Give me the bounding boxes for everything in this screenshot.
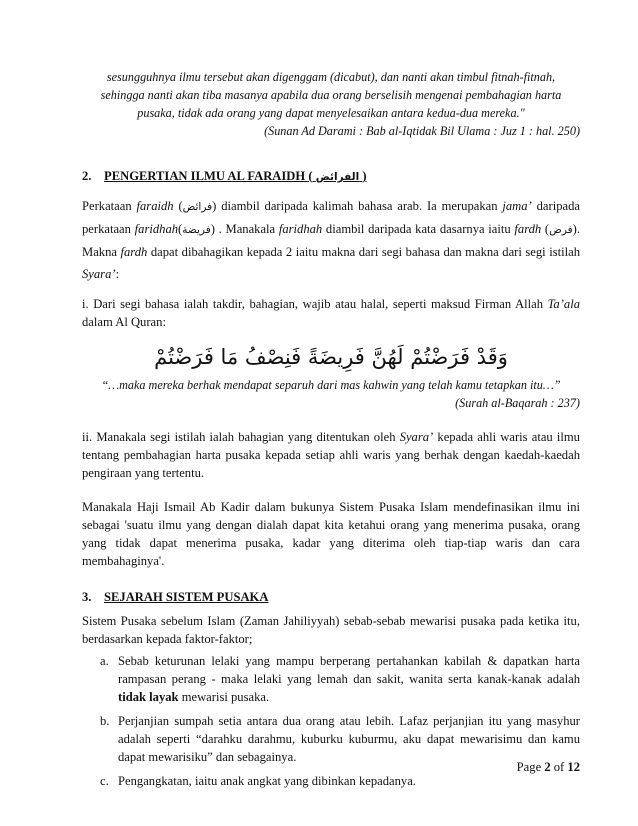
list-marker: a. [100,654,109,668]
quote-line: pusaka, tidak ada orang yang dapat menyelesaikan antara kedua-dua mereka." [137,106,525,120]
section-heading [82,588,580,606]
verse-source: (Surah al-Baqarah : 237) [455,396,580,410]
paragraph-istilah: ii. Manakala segi istilah ialah bahagian yang ditentukan oleh Syara’ kepada ahli waris atau ilmu tentang pembahagian harta pusaka kepada setiap ahli waris yang berhak dengan kaedah-kaedah pengiraan yang tertentu. [82,430,580,480]
quote-source: (Sunan Ad Darami : Bab al-Iqtidak Bil Ulama : Juz 1 : hal. 250) [264,124,580,138]
list-item: c. Pengangkatan, iaitu anak angkat yang dibinkan kepadanya. [100,774,416,788]
arabic-term: فريضة [182,224,211,236]
paragraph-definition: Perkataan faraidh (فرائض) diambil daripada kalimah bahasa arab. Ia merupakan jama’ daripada perkataan faridhah(فريضة) . Manakala faridhah diambil daripada kata dasarnya iaitu fardh (فرض). Makna fardh dapat dibahagikan kepada 2 iaitu makna dari segi bahasa dan makna dari segi istilah Syara’: [82,199,581,281]
arabic-term: الفرائض [315,171,360,183]
section-heading [82,167,580,186]
section-title: PENGERTIAN ILMU AL FARAIDH ( الفرائض ) [104,169,367,183]
list-marker: b. [100,714,110,728]
paragraph-bahasa: i. Dari segi bahasa ialah takdir, bahagian, wajib atau halal, seperti maksud Firman Allah Ta’ala dalam Al Quran: [82,297,580,329]
list-item: b. Perjanjian sumpah setia antara dua orang atau lebih. Lafaz perjanjian itu yang masyhur adalah seperti “darahku darahmu, kuburku kuburmu, aku dapat mewarisimu dan kamu dapat mewarisiku” dan sebagainya. [100,714,580,764]
quran-verse: وَقَدْ فَرَضْتُمْ لَهُنَّ فَرِيضَةً فَنِصْفُ مَا فَرَضْتُمْ [154,345,508,369]
paragraph-haji-ismail: Manakala Haji Ismail Ab Kadir dalam bukunya Sistem Pusaka Islam mendefinasikan ilmu ini sebagai 'suatu ilmu yang dengan dialah dapat kita ketahui orang yang menerima pusaka, orang yang tidak dapat menerima pusaka, kadar yang diterima oleh tiap-tiap waris dan cara membahaginya'. [82,500,580,568]
verse-translation: “…maka mereka berhak mendapat separuh dari mas kahwin yang telah kamu tetapkan itu…” [101,378,561,392]
list-item: a. Sebab keturunan lelaki yang mampu berperang pertahankan kabilah & dapatkan harta rampasan perang - maka lelaki yang lemah dan sakit, wanita serta kanak-kanak adalah tidak layak mewarisi pusaka. [100,654,580,704]
paragraph-intro: Sistem Pusaka sebelum Islam (Zaman Jahiliyyah) sebab-sebab mewarisi pusaka pada ketika itu, berdasarkan kepada faktor-faktor; [82,614,580,646]
section-number: 2. [82,169,92,183]
arabic-term: فرائض [182,201,213,213]
quote-line: sesungguhnya ilmu tersebut akan digenggam (dicabut), dan nanti akan timbul fitnah-fitnah, [106,70,556,84]
section-number: 3. [82,590,92,604]
document-page [82,68,580,790]
section-title: SEJARAH SISTEM PUSAKA [104,590,269,604]
quote-line: sehingga nanti akan tiba masanya apabila dua orang berselisih mengenai pembahagian harta [100,88,562,102]
factor-list [82,652,580,790]
list-marker: c. [100,774,109,788]
emphasis: tidak layak [118,690,179,704]
page-number: Page 2 of 12 [516,760,580,774]
quote-block [82,68,580,140]
arabic-term: فرض [549,224,573,236]
